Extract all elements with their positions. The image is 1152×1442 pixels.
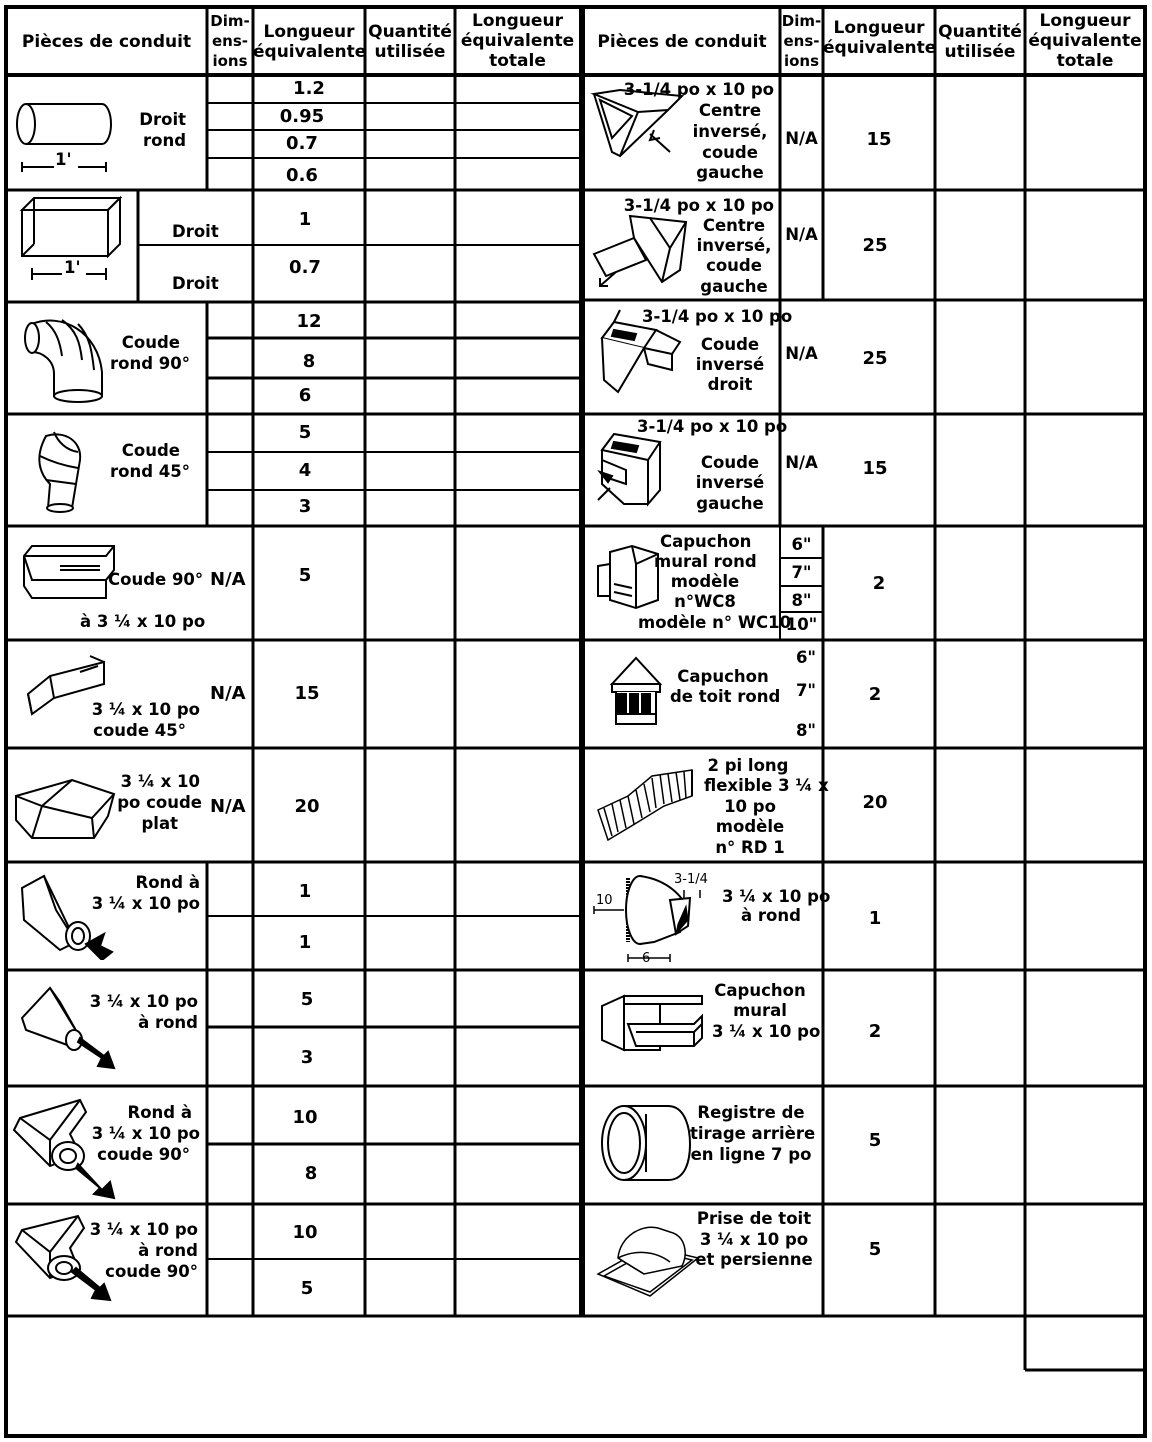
header-pieces-right: Pièces de conduit: [597, 32, 767, 52]
label-coude-plat-2: po coude: [117, 793, 202, 812]
value-droit-rond-2: 0.7: [286, 133, 318, 154]
header-quantite-r2: utilisée: [944, 42, 1016, 62]
label-coude-plat-1: 3 ¼ x 10: [120, 772, 200, 791]
dim-coude-plat: N/A: [210, 796, 246, 817]
dim-cm-8: 8": [791, 591, 812, 610]
dim-coude45-rect: N/A: [210, 683, 246, 704]
value-rect-a-rond-90-1: 5: [300, 1278, 314, 1299]
value-droit-1: 0.7: [289, 257, 321, 278]
value-rar: 1: [868, 908, 882, 929]
label-rect-a-rond-90-1: 3 ¼ x 10 po: [89, 1220, 198, 1239]
label-coude-plat-3: plat: [141, 814, 178, 833]
label-cm-0: Capuchon: [660, 532, 752, 551]
label-ci2-2: inversé,: [696, 236, 772, 255]
value-ct: 2: [868, 684, 882, 705]
dim-ct-6: 6": [795, 648, 817, 667]
fig-dim-6: 6: [642, 951, 651, 966]
value-reg: 5: [868, 1130, 882, 1151]
header-totale-3: totale: [489, 51, 546, 71]
label-cm-3: n°WC8: [674, 592, 736, 611]
label-cig-0: 3-1/4 po x 10 po: [637, 417, 788, 436]
label-cig-3: gauche: [696, 494, 764, 513]
value-ci1: 15: [866, 129, 892, 150]
label-ci1-3: coude: [702, 143, 758, 162]
label-pt-0: Prise de toit: [696, 1209, 812, 1228]
label-reg-1: tirage arrière: [690, 1124, 816, 1143]
label-ci1-4: gauche: [696, 163, 764, 182]
header-dim-2: ens-: [211, 32, 248, 50]
label-coude45-2: rond 45°: [110, 462, 190, 481]
label-ct-1: de toit rond: [670, 687, 781, 706]
label-cm-2: modèle: [670, 572, 740, 591]
value-flex: 20: [862, 792, 888, 813]
label-rond-a-rect-90-2: 3 ¼ x 10 po: [91, 1124, 200, 1143]
label-droit-2: Droit: [172, 274, 219, 293]
value-droit-0: 1: [298, 209, 312, 230]
value-rond-a-rect-90-0: 10: [292, 1107, 318, 1128]
value-cig: 15: [862, 458, 888, 479]
label-ci1-1: Centre: [698, 101, 762, 120]
label-rar-1: à rond: [741, 906, 801, 925]
value-rond-a-rect-1: 1: [298, 932, 312, 953]
label-rar-0: 3 ¼ x 10 po: [722, 887, 831, 906]
label-rect-a-rond-2: à rond: [138, 1013, 198, 1032]
header-dim-1: Dim-: [210, 12, 250, 30]
label-ci1-2: inversé,: [692, 122, 768, 141]
header-dim-r3: ions: [783, 52, 820, 70]
value-cm: 2: [872, 573, 886, 594]
header-longueur-1: Longueur: [263, 22, 355, 42]
header-totale-r2: équivalente: [1028, 31, 1142, 51]
label-cig-1: Coude: [700, 453, 760, 472]
label-flex-4: n° RD 1: [715, 838, 785, 857]
label-ci2-1: Centre: [702, 216, 766, 235]
value-rond-a-rect-90-1: 8: [304, 1163, 318, 1184]
label-ct-0: Capuchon: [677, 667, 769, 686]
rect-wall-cap-icon: [598, 990, 708, 1062]
value-rect-a-rond-1: 3: [300, 1047, 314, 1068]
header-dim-3: ions: [212, 52, 248, 70]
fig-dim-10: 10: [596, 893, 613, 908]
label-ci1-0: 3-1/4 po x 10 po: [623, 80, 774, 99]
value-rond-a-rect-0: 1: [298, 881, 312, 902]
label-cig-2: inversé: [695, 473, 765, 492]
round-roof-cap-icon: [608, 654, 664, 730]
rect-elbow-90-icon: [20, 540, 120, 606]
label-coude45-1: Coude: [121, 441, 180, 460]
header-pieces-left: Pièces de conduit: [21, 32, 192, 52]
value-droit-rond-1: 0.95: [279, 106, 325, 127]
label-cm-1: mural rond: [654, 552, 757, 571]
label-coude90-2: rond 90°: [110, 354, 190, 373]
dim-cm-10: 10": [785, 615, 818, 634]
value-cid: 25: [862, 348, 888, 369]
label-cmr-2: 3 ¼ x 10 po: [712, 1022, 821, 1041]
value-coude90-0: 12: [296, 311, 322, 332]
header-dim-r1: Dim-: [781, 12, 822, 30]
label-cmr-0: Capuchon: [714, 981, 806, 1000]
label-droit-rond-1: Droit: [139, 110, 186, 129]
label-coude45-rect-2: coude 45°: [93, 721, 186, 740]
label-ci2-0: 3-1/4 po x 10 po: [623, 196, 774, 215]
value-coude45-2: 3: [298, 496, 312, 517]
header-longueur-2: équivalente: [253, 42, 367, 62]
value-coude-plat: 20: [294, 796, 320, 817]
label-cid-3: droit: [707, 375, 753, 394]
label-flex-0: 2 pi long: [707, 756, 789, 775]
dim-cm-6: 6": [791, 535, 812, 554]
dim-cid: N/A: [785, 344, 818, 363]
label-flex-3: modèle: [715, 817, 785, 836]
header-quantite-r1: Quantité: [938, 22, 1022, 42]
dim-ct-7: 7": [795, 681, 817, 700]
flexible-duct-icon: [594, 766, 698, 846]
label-coude90-rect-2: à 3 ¼ x 10 po: [80, 612, 206, 631]
header-longueur-r1: Longueur: [833, 18, 925, 38]
label-cid-1: Coude: [700, 335, 760, 354]
label-ci2-3: coude: [706, 256, 762, 275]
label-flex-2: 10 po: [724, 797, 776, 816]
label-rect-a-rond-90-2: à rond: [138, 1241, 198, 1260]
label-ci2-4: gauche: [700, 277, 768, 296]
label-pt-2: et persienne: [695, 1250, 813, 1269]
dim-coude90-rect: N/A: [210, 569, 246, 590]
dim-1ft-label-rect: 1': [64, 258, 81, 277]
header-totale-r1: Longueur: [1039, 11, 1131, 31]
value-ci2: 25: [862, 235, 888, 256]
label-rond-a-rect-90-1: Rond à: [127, 1103, 192, 1122]
value-coude90-rect: 5: [298, 565, 312, 586]
label-droit-1: Droit: [172, 222, 219, 241]
dim-cm-7: 7": [791, 563, 812, 582]
fig-dim-3-1-4: 3-1/4: [674, 872, 708, 887]
label-reg-2: en ligne 7 po: [690, 1145, 812, 1164]
value-rect-a-rond-0: 5: [300, 989, 314, 1010]
label-pt-1: 3 ¼ x 10 po: [699, 1230, 809, 1249]
header-totale-1: Longueur: [472, 11, 563, 31]
label-coude90-1: Coude: [121, 333, 180, 352]
grand-total-cell[interactable]: [1027, 1318, 1143, 1368]
label-droit-rond-2: rond: [142, 131, 186, 150]
header-quantite-2: utilisée: [374, 42, 446, 62]
dim-ci2: N/A: [785, 225, 818, 244]
value-coude45-rect: 15: [294, 683, 320, 704]
dim-1ft-label: 1': [55, 150, 72, 169]
value-coude45-0: 5: [298, 422, 312, 443]
header-totale-r3: totale: [1056, 51, 1114, 71]
label-rect-a-rond-1: 3 ¼ x 10 po: [89, 992, 198, 1011]
label-coude45-rect-1: 3 ¼ x 10 po: [91, 700, 200, 719]
header-totale-2: équivalente: [460, 31, 575, 51]
backdraft-damper-icon: [596, 1098, 692, 1188]
label-cm-4: modèle n° WC10: [638, 613, 792, 632]
reverse-center-left-elbow-2-icon: [590, 208, 690, 288]
label-cmr-1: mural: [733, 1001, 787, 1020]
label-reg-0: Registre de: [697, 1103, 805, 1122]
dim-cig: N/A: [785, 453, 818, 472]
dim-ct-8: 8": [795, 721, 817, 740]
value-pt: 5: [868, 1239, 882, 1260]
header-quantite-1: Quantité: [368, 22, 452, 42]
label-coude90-rect-1: Coude 90°: [108, 570, 204, 589]
label-cid-0: 3-1/4 po x 10 po: [642, 307, 793, 326]
header-longueur-r2: équivalente: [823, 38, 937, 58]
header-dim-r2: ens-: [783, 32, 820, 50]
label-rond-a-rect-90-3: coude 90°: [97, 1145, 190, 1164]
roof-vent-louver-icon: [594, 1218, 704, 1300]
value-droit-rond-0: 1.2: [293, 78, 325, 99]
round-wall-cap-icon: [592, 544, 660, 614]
value-droit-rond-3: 0.6: [286, 165, 318, 186]
label-flex-1: flexible 3 ¼ x: [704, 776, 829, 795]
value-coude90-1: 8: [302, 351, 316, 372]
round-elbow-45-icon: [32, 428, 92, 514]
label-rond-a-rect-2: 3 ¼ x 10 po: [91, 894, 200, 913]
dim-ci1: N/A: [785, 129, 818, 148]
value-coude45-1: 4: [298, 460, 312, 481]
value-coude90-2: 6: [298, 385, 312, 406]
label-cid-2: inversé: [695, 355, 765, 374]
value-rect-a-rond-90-0: 10: [292, 1222, 318, 1243]
label-rond-a-rect-1: Rond à: [135, 873, 200, 892]
value-cmr: 2: [868, 1021, 882, 1042]
label-rect-a-rond-90-3: coude 90°: [105, 1262, 198, 1281]
